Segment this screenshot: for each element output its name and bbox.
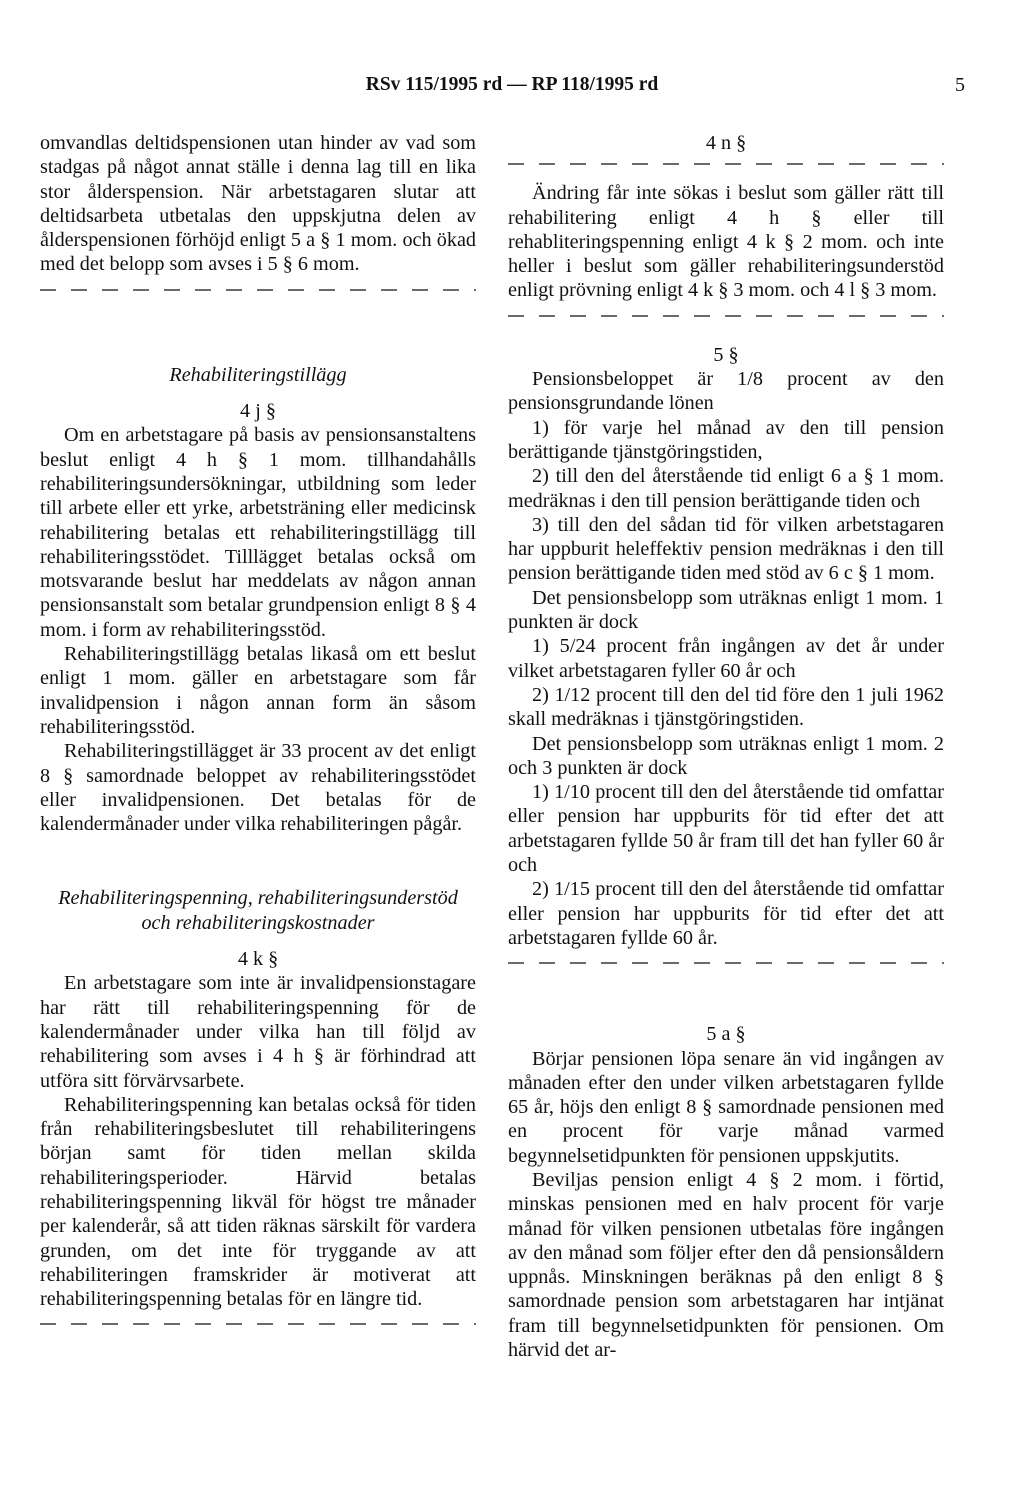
section-number-5: 5 § xyxy=(713,343,739,366)
paragraph-4k-1: En arbetstagare som inte är invalidpensionstagare har rätt till rehabiliteringspenning för de kalendermånader under vilka han till följd av rehabilitering som avses i 4 h § är förhindrad att utföra sitt förvärvsarbete. xyxy=(40,972,476,1092)
paragraph-5-mom2-item1: 1) 5/24 procent från ingången av det år under vilket arbetstagaren fyller 60 år och xyxy=(508,635,944,682)
paragraph-5-item2: 2) till den del återstående tid enligt 6 a § 1 mom. medräknas i den till pension berättigande tiden och xyxy=(508,465,944,512)
paragraph-4j-3: Rehabiliteringstillägget är 33 procent av det enligt 8 § samordnade beloppet av rehabiliteringsstödet eller invalidpensionen. Det betalas för de kalendermånader under vilka rehabiliteringen pågår. xyxy=(40,740,476,836)
paragraph-5-mom3-item2: 2) 1/15 procent till den del återstående tid omfattar eller pension har uppburits för tid efter det att arbetstagaren fyllde 60 år. xyxy=(508,878,944,949)
paragraph-5-item1: 1) för varje hel månad av den till pension berättigande tjänstgöringstiden, xyxy=(508,416,944,463)
paragraph-4n: Ändring får inte sökas i beslut som gäller rätt till rehabilitering enligt 4 h § eller till rehabliteringspenning enligt 4 k § 2 mom. och inte heller i beslut som gäller rehabiliteringsunderstöd enligt prövning enligt 4 k § 3 mom. och 4 l § 3 mom. xyxy=(508,182,944,302)
paragraph-5-mom3: Det pensionsbelopp som uträknas enligt 1 mom. 2 och 3 punkten är dock xyxy=(508,732,944,779)
paragraph-4k-2: Rehabiliteringspenning kan betalas också för tiden från rehabiliteringsbeslutet till rehabiliteringens början samt för tiden mellan skilda rehabiliteringsperioder. Härvid betalas rehabiliteringspenning likväl för högst tre månader per kalenderår, så att tiden räknas särskilt för vardera grunden, om det inte för tryggande av att rehabiliteringen framskrider är motiverat att rehabiliteringspenning betalas för en längre tid. xyxy=(40,1093,476,1311)
paragraph-5-mom3-item1: 1) 1/10 procent till den del återstående tid omfattar eller pension har uppburits för tid efter det att arbetstagaren fyllde 50 år fram till det han fyller 60 år och xyxy=(508,781,944,877)
right-column xyxy=(508,131,944,1362)
section-number-4k: 4 k § xyxy=(237,948,279,971)
section-number-4n: 4 n § xyxy=(705,132,747,154)
paragraph-5-item3: 3) till den del sådan tid för vilken arbetstagaren har uppburit heleffektiv pension medräknas i den till pension berättigande tiden med stöd av 6 c § 1 mom. xyxy=(508,513,944,585)
running-header-title: RSv 115/1995 rd — RP 118/1995 rd xyxy=(365,74,659,95)
section-separator xyxy=(508,155,944,181)
section-separator xyxy=(40,277,476,301)
paragraph-4j-1: Om en arbetstagare på basis av pensionsanstaltens beslut enligt 4 h § 1 mom. tillhandahålls rehabiliteringsundersökningar, utbildning som leder till arbete eller ett yrke, arbetsträning eller medicinsk rehabilitering betalas ett rehabiliteringstillägg till rehabiliteringsstödet. Tilllägget betalas också om motsvarande beslut har meddelats av någon annan pensionsanstalt som betalar grundpension enligt 8 § 4 mom. i form av rehabiliteringsstöd. xyxy=(40,424,476,641)
section-separator xyxy=(40,1311,476,1335)
paragraph-5a-1: Börjar pensionen löpa senare än vid ingången av månaden efter den under vilken arbetstagaren fyllde 65 år, höjs den enligt 8 § samordnade pensionen med en procent för varje månad varmed begynnelsetidpunkten för pensionen uppskjutits. xyxy=(508,1047,944,1167)
paragraph-5-mom2: Det pensionsbelopp som uträknas enligt 1 mom. 1 punkten är dock xyxy=(508,586,944,634)
heading-rehabiliteringspenning-line1: Rehabiliteringspenning, rehabiliteringsunderstöd xyxy=(58,887,458,910)
section-number-4j: 4 j § xyxy=(240,400,276,423)
paragraph-4j-2: Rehabiliteringstillägg betalas likaså om ett beslut enligt 1 mom. gäller en arbetstagare som får invalidpension i någon annan form än såsom rehabiliteringsstöd. xyxy=(40,643,476,738)
heading-rehabiliteringspenning-line2: och rehabiliteringskostnader xyxy=(141,911,375,934)
section-separator xyxy=(508,950,944,974)
section-separator xyxy=(508,303,944,327)
left-column xyxy=(40,131,476,1335)
paragraph-5-mom2-item2: 2) 1/12 procent till den del tid före den 1 juli 1962 skall medräknas i tjänstgöringstiden. xyxy=(508,683,944,731)
intro-paragraph: omvandlas deltidspensionen utan hinder av vad som stadgas på något annat ställe i denna lag till en lika stor ålderspension. När arbetstagaren slutar att deltidsarbeta utbetalas den uppskjutna delen av ålderspensionen förhöjd enligt 5 a § 1 mom. och ökad med det belopp som avses i 5 § 6 mom. xyxy=(40,132,476,276)
paragraph-5-intro: Pensionsbeloppet är 1/8 procent av den pensionsgrundande lönen xyxy=(508,368,944,415)
page-header xyxy=(0,74,1024,104)
heading-rehabiliteringstillagg: Rehabiliteringstillägg xyxy=(169,363,347,386)
section-number-5a: 5 a § xyxy=(706,1023,746,1046)
page-number: 5 xyxy=(955,74,965,96)
paragraph-5a-2: Beviljas pension enligt 4 § 2 mom. i förtid, minskas pensionen med en halv procent för varje månad för vilken pensionen utbetalas före ingången av den månad som följer efter den då pensionsåldern uppnås. Minskningen beräknas på den enligt 8 § samordnade pension som arbetstagaren har intjänat fram till begynnelsetidpunkten för pensionen. Om härvid det ar- xyxy=(508,1168,944,1362)
